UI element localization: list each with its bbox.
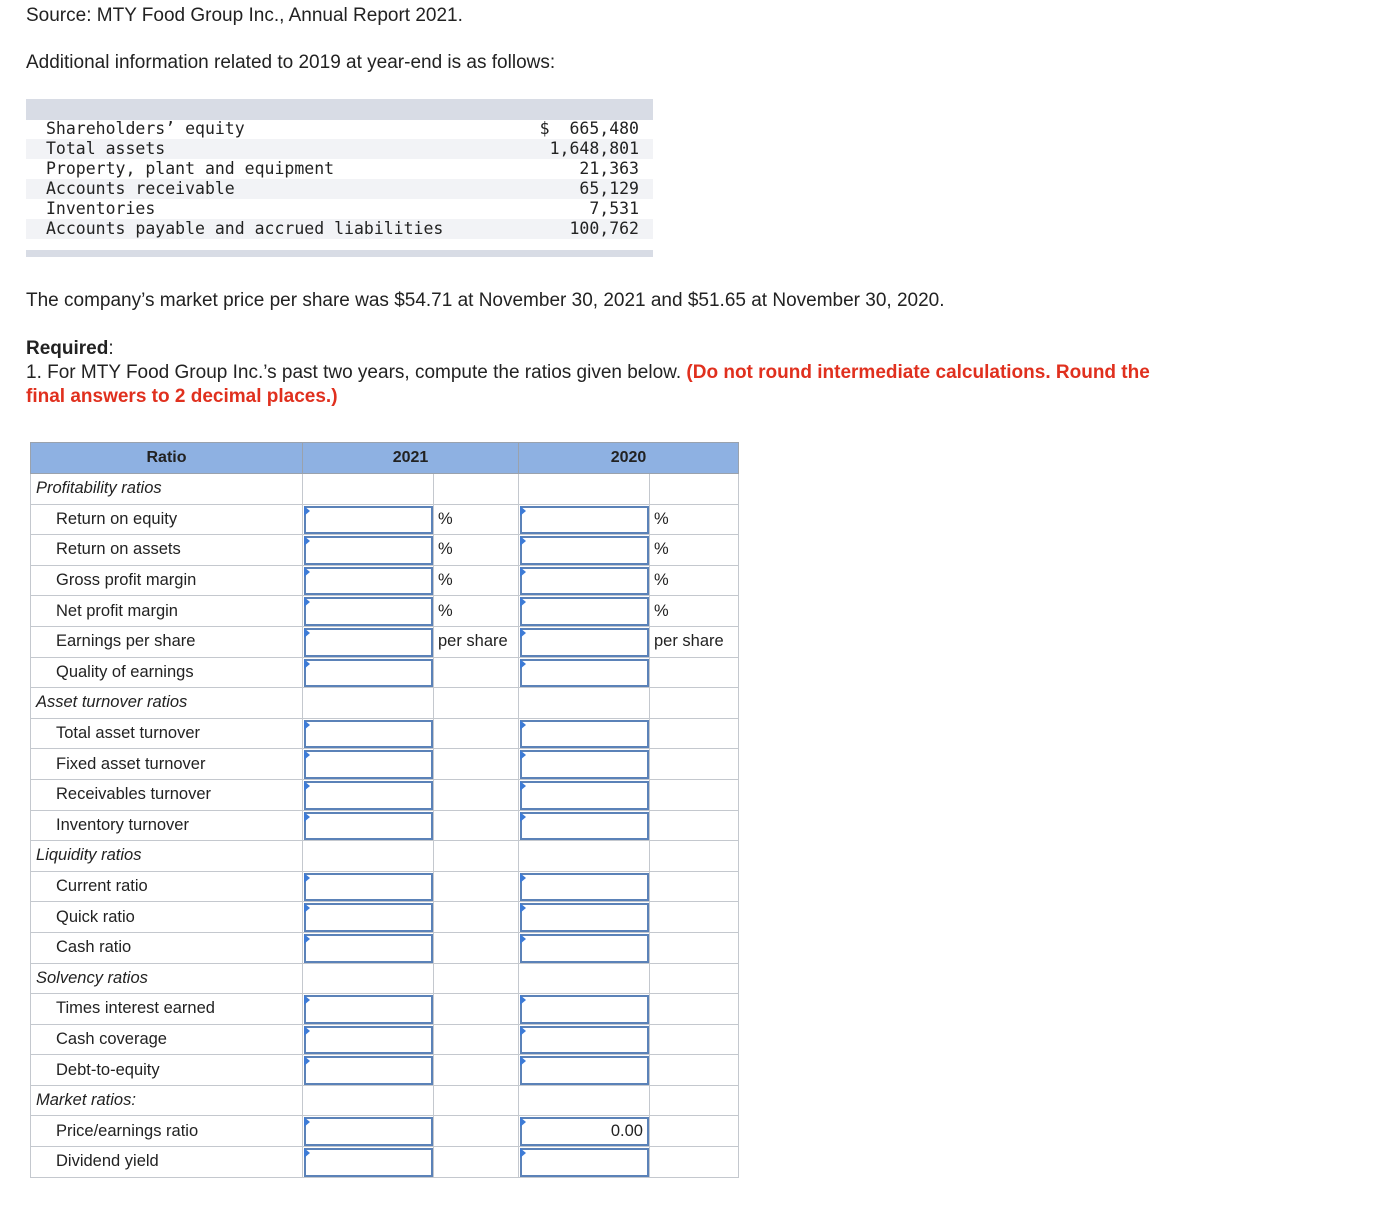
unit-2021: %	[434, 535, 519, 566]
ratio-category-row	[31, 1085, 739, 1116]
ratio-label: Cash ratio	[31, 932, 303, 963]
ratio-label: Receivables turnover	[31, 779, 303, 810]
unit-2021	[434, 657, 519, 688]
unit-2020: %	[650, 596, 739, 627]
ratio-input-2021[interactable]	[304, 628, 433, 657]
ratio-row	[31, 810, 739, 841]
info-row	[26, 159, 653, 179]
input-cell-2020	[519, 565, 650, 596]
ratio-input-2020[interactable]	[520, 567, 649, 596]
input-cell-2021	[303, 1055, 434, 1086]
input-cell-2021	[303, 871, 434, 902]
empty-cell	[303, 474, 434, 505]
ratio-row	[31, 1024, 739, 1055]
ratio-row	[31, 994, 739, 1025]
unit-2021: %	[434, 565, 519, 596]
info-row-label: Property, plant and equipment	[46, 159, 335, 178]
info-row	[26, 219, 653, 239]
input-cell-2020	[519, 749, 650, 780]
ratio-row	[31, 535, 739, 566]
ratio-category-row	[31, 474, 739, 505]
input-cell-2020	[519, 902, 650, 933]
empty-cell	[519, 841, 650, 872]
input-cell-2020	[519, 932, 650, 963]
unit-2021	[434, 1147, 519, 1178]
info-row-value: $ 665,480	[539, 119, 639, 138]
empty-cell	[650, 841, 739, 872]
input-cell-2020	[519, 626, 650, 657]
ratio-table-header	[31, 443, 739, 474]
ratio-label: Debt-to-equity	[31, 1055, 303, 1086]
ratio-row	[31, 1055, 739, 1086]
input-cell-2020	[519, 1024, 650, 1055]
category-label: Profitability ratios	[31, 474, 303, 505]
empty-cell	[303, 1085, 434, 1116]
unit-2020	[650, 810, 739, 841]
input-cell-2021	[303, 1024, 434, 1055]
ratio-row	[31, 902, 739, 933]
info-row-value: 7,531	[589, 199, 639, 218]
info-row-label: Accounts payable and accrued liabilities	[46, 219, 444, 238]
input-cell-2021	[303, 994, 434, 1025]
input-cell-2020	[519, 535, 650, 566]
unit-2020	[650, 1024, 739, 1055]
unit-2021	[434, 902, 519, 933]
ratio-input-2020[interactable]	[520, 995, 649, 1024]
ratio-input-2020[interactable]	[520, 506, 649, 535]
input-cell-2021	[303, 932, 434, 963]
market-price-text: The company’s market price per share was $54.71 at November 30, 2021 and $51.65 at November 30, 2020.	[26, 290, 945, 311]
unit-2021	[434, 871, 519, 902]
ratio-category-row	[31, 688, 739, 719]
ratio-input-2021[interactable]	[304, 903, 433, 932]
info-row-value: 1,648,801	[549, 139, 639, 158]
unit-2021	[434, 718, 519, 749]
ratio-category-row	[31, 963, 739, 994]
ratio-input-2021[interactable]	[304, 1148, 433, 1177]
required-instruction	[26, 361, 1150, 385]
required-colon: :	[108, 338, 114, 359]
ratio-label: Fixed asset turnover	[31, 749, 303, 780]
ratio-row	[31, 626, 739, 657]
input-cell-2020	[519, 596, 650, 627]
unit-2020	[650, 657, 739, 688]
ratio-input-2021[interactable]	[304, 995, 433, 1024]
unit-2020	[650, 1116, 739, 1147]
unit-2021: per share	[434, 626, 519, 657]
instruction-text: 1. For MTY Food Group Inc.’s past two years, compute the ratios given below.	[26, 362, 682, 383]
unit-2020	[650, 994, 739, 1025]
ratio-label: Return on equity	[31, 504, 303, 535]
empty-cell	[519, 963, 650, 994]
input-cell-2021	[303, 779, 434, 810]
input-cell-2021	[303, 535, 434, 566]
input-cell-2021	[303, 657, 434, 688]
unit-2021	[434, 1116, 519, 1147]
input-cell-2021	[303, 749, 434, 780]
empty-cell	[650, 688, 739, 719]
ratio-row	[31, 932, 739, 963]
unit-2021	[434, 779, 519, 810]
info-row-label: Inventories	[46, 199, 156, 218]
input-cell-2020	[519, 504, 650, 535]
unit-2020	[650, 779, 739, 810]
ratio-label: Times interest earned	[31, 994, 303, 1025]
ratio-row	[31, 657, 739, 688]
input-cell-2020	[519, 1147, 650, 1178]
input-cell-2020	[519, 718, 650, 749]
empty-cell	[434, 841, 519, 872]
ratio-input-2021[interactable]	[304, 567, 433, 596]
ratio-row	[31, 718, 739, 749]
additional-info-text: Additional information related to 2019 at year-end is as follows:	[26, 52, 556, 73]
ratio-input-2021[interactable]	[304, 873, 433, 902]
info-row-value: 65,129	[579, 179, 639, 198]
ratio-input-2020[interactable]	[520, 1026, 649, 1055]
unit-2021	[434, 810, 519, 841]
ratio-row	[31, 779, 739, 810]
empty-cell	[519, 688, 650, 719]
empty-cell	[303, 688, 434, 719]
ratio-row	[31, 1147, 739, 1178]
ratio-row	[31, 871, 739, 902]
ratio-label: Quick ratio	[31, 902, 303, 933]
empty-cell	[519, 1085, 650, 1116]
ratio-row	[31, 1116, 739, 1147]
required-heading	[26, 337, 114, 361]
ratio-label: Return on assets	[31, 535, 303, 566]
empty-cell	[303, 963, 434, 994]
source-text: Source: MTY Food Group Inc., Annual Report 2021.	[26, 5, 463, 26]
ratio-input-2021[interactable]	[304, 720, 433, 749]
input-cell-2021	[303, 902, 434, 933]
unit-2020: %	[650, 565, 739, 596]
unit-2021	[434, 1024, 519, 1055]
input-cell-2020	[519, 1116, 650, 1147]
ratio-label: Inventory turnover	[31, 810, 303, 841]
ratio-input-2020[interactable]	[520, 1056, 649, 1085]
ratio-row	[31, 749, 739, 780]
info-row-value: 100,762	[569, 219, 639, 238]
unit-2020: %	[650, 504, 739, 535]
input-cell-2021	[303, 565, 434, 596]
unit-2020	[650, 902, 739, 933]
input-cell-2021	[303, 718, 434, 749]
header-2020: 2020	[519, 443, 739, 474]
ratio-label: Earnings per share	[31, 626, 303, 657]
ratio-input-2020[interactable]	[520, 536, 649, 565]
ratio-label: Gross profit margin	[31, 565, 303, 596]
header-ratio: Ratio	[31, 443, 303, 474]
info-row	[26, 199, 653, 219]
ratio-input-2020[interactable]	[520, 903, 649, 932]
empty-cell	[434, 688, 519, 719]
ratio-label: Dividend yield	[31, 1147, 303, 1178]
unit-2020	[650, 718, 739, 749]
unit-2020	[650, 1055, 739, 1086]
unit-2020: per share	[650, 626, 739, 657]
info-row-label: Total assets	[46, 139, 166, 158]
unit-2020	[650, 871, 739, 902]
ratio-category-row	[31, 841, 739, 872]
empty-cell	[434, 963, 519, 994]
unit-2020: %	[650, 535, 739, 566]
empty-cell	[434, 1085, 519, 1116]
unit-2021: %	[434, 504, 519, 535]
input-cell-2021	[303, 1147, 434, 1178]
rounding-note-line2: final answers to 2 decimal places.)	[26, 386, 338, 407]
ratio-input-2021[interactable]	[304, 506, 433, 535]
empty-cell	[650, 963, 739, 994]
ratio-input-2020[interactable]	[520, 812, 649, 841]
ratio-input-2020[interactable]	[520, 934, 649, 963]
ratio-input-2020[interactable]	[520, 781, 649, 810]
ratio-label: Price/earnings ratio	[31, 1116, 303, 1147]
empty-cell	[650, 474, 739, 505]
ratio-input-2021[interactable]	[304, 1026, 433, 1055]
ratio-input-2020[interactable]	[520, 750, 649, 779]
info-row-label: Shareholders’ equity	[46, 119, 245, 138]
input-cell-2020	[519, 779, 650, 810]
info-row	[26, 139, 653, 159]
ratio-input-2020[interactable]	[520, 720, 649, 749]
info-row	[26, 179, 653, 199]
unit-2020	[650, 749, 739, 780]
ratio-input-2020[interactable]	[520, 659, 649, 688]
category-label: Market ratios:	[31, 1085, 303, 1116]
ratio-input-2020[interactable]	[520, 1148, 649, 1177]
empty-cell	[303, 841, 434, 872]
ratio-label: Quality of earnings	[31, 657, 303, 688]
ratio-input-2020[interactable]	[520, 873, 649, 902]
input-cell-2021	[303, 626, 434, 657]
ratio-input-2021[interactable]	[304, 536, 433, 565]
input-cell-2021	[303, 1116, 434, 1147]
ratio-row	[31, 504, 739, 535]
info-table	[26, 99, 653, 257]
input-cell-2021	[303, 810, 434, 841]
ratio-label: Cash coverage	[31, 1024, 303, 1055]
input-cell-2020	[519, 871, 650, 902]
category-label: Asset turnover ratios	[31, 688, 303, 719]
ratio-label: Total asset turnover	[31, 718, 303, 749]
unit-2020	[650, 932, 739, 963]
empty-cell	[434, 474, 519, 505]
input-cell-2020	[519, 994, 650, 1025]
info-table-footer-bar	[26, 250, 653, 257]
empty-cell	[650, 1085, 739, 1116]
unit-2021	[434, 749, 519, 780]
ratio-input-2021[interactable]	[304, 781, 433, 810]
ratio-table	[30, 442, 739, 1178]
ratio-input-2021[interactable]	[304, 659, 433, 688]
input-cell-2021	[303, 596, 434, 627]
empty-cell	[519, 474, 650, 505]
info-row	[26, 119, 653, 139]
ratio-input-2021[interactable]	[304, 812, 433, 841]
ratio-row	[31, 596, 739, 627]
info-table-header-bar	[26, 99, 653, 120]
unit-2021	[434, 994, 519, 1025]
ratio-row	[31, 565, 739, 596]
required-title: Required	[26, 338, 109, 359]
unit-2021	[434, 1055, 519, 1086]
input-cell-2020	[519, 1055, 650, 1086]
ratio-input-2021[interactable]	[304, 597, 433, 626]
ratio-input-2021[interactable]	[304, 750, 433, 779]
ratio-input-2020[interactable]	[520, 597, 649, 626]
ratio-input-2021[interactable]	[304, 934, 433, 963]
ratio-input-2021[interactable]	[304, 1117, 433, 1146]
category-label: Liquidity ratios	[31, 841, 303, 872]
ratio-input-2020[interactable]	[520, 628, 649, 657]
ratio-label: Net profit margin	[31, 596, 303, 627]
ratio-input-2021[interactable]	[304, 1056, 433, 1085]
unit-2021: %	[434, 596, 519, 627]
unit-2020	[650, 1147, 739, 1178]
header-2021: 2021	[303, 443, 519, 474]
ratio-input-2020[interactable]: 0.00	[520, 1117, 649, 1146]
ratio-label: Current ratio	[31, 871, 303, 902]
info-row-value: 21,363	[579, 159, 639, 178]
input-cell-2020	[519, 657, 650, 688]
category-label: Solvency ratios	[31, 963, 303, 994]
input-cell-2020	[519, 810, 650, 841]
unit-2021	[434, 932, 519, 963]
rounding-note-line1: (Do not round intermediate calculations. Round the	[686, 362, 1150, 383]
info-row-label: Accounts receivable	[46, 179, 235, 198]
input-cell-2021	[303, 504, 434, 535]
